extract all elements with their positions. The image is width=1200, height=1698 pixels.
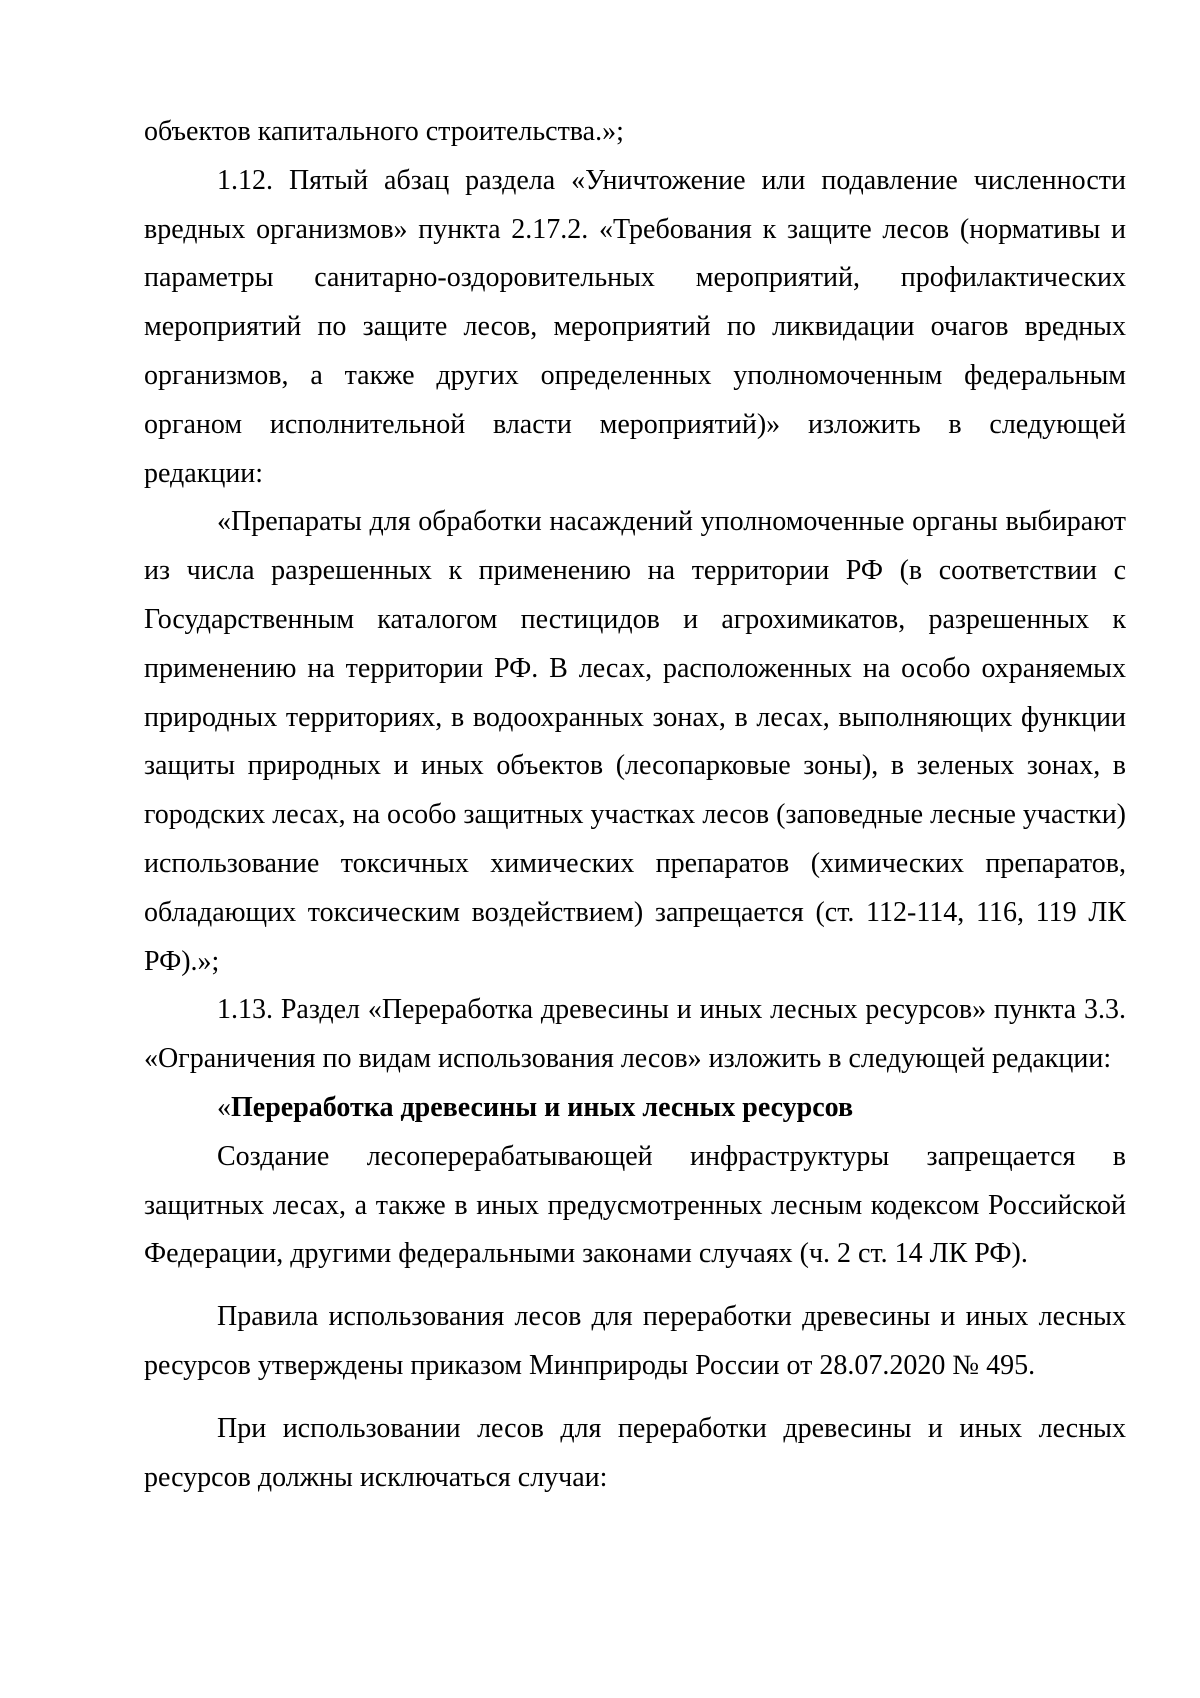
- heading-text: Переработка древесины и иных лесных ресурсов: [231, 1091, 854, 1123]
- paragraph-preparations: «Препараты для обработки насаждений уполномоченные органы выбирают из числа разрешенных к применению на территории РФ (в соответствии с Государственным каталогом пестицидов и агрохимикатов, разрешенных к применению на территории РФ. В лесах, расположенных на особо охраняемых природных территориях, в водоохранных зонах, в лесах, выполняющих функции защиты природных и иных объектов (лесопарковые зоны), в зеленых зонах, в городских лесах, на особо защитных участках лесов (заповедные лесные участки) использование токсичных химических препаратов (химических препаратов, обладающих токсическим воздействием) запрещается (ст. 112-114, 116, 119 ЛК РФ).»;: [144, 506, 1126, 977]
- document-body: [144, 108, 1126, 1502]
- section-heading: [144, 1084, 1126, 1133]
- paragraph-continuation: объектов капитального строительства.»;: [144, 116, 624, 147]
- paragraph-1-13: 1.13. Раздел «Переработка древесины и иных лесных ресурсов» пункта 3.3. «Ограничения по видам использования лесов» изложить в следующей редакции:: [144, 994, 1126, 1075]
- paragraph-rules: Правила использования лесов для переработки древесины и иных лесных ресурсов утверждены приказом Минприроды России от 28.07.2020 № 495.: [144, 1301, 1126, 1381]
- paragraph-1-12: 1.12. Пятый абзац раздела «Уничтожение или подавление численности вредных организмов» пункта 2.17.2. «Требования к защите лесов (нормативы и параметры санитарно-оздоровительных мероприятий, профилактических мероприятий по защите лесов, мероприятий по ликвидации очагов вредных организмов, а также других определенных уполномоченным федеральным органом исполнительной власти мероприятий)» изложить в следующей редакции:: [144, 164, 1126, 489]
- paragraph-creation: Создание лесоперерабатывающей инфраструктуры запрещается в защитных лесах, а также в иных предусмотренных лесным кодексом Российской Федерации, другими федеральными законами случаях (ч. 2 ст. 14 ЛК РФ).: [144, 1140, 1126, 1270]
- paragraph-usage: При использовании лесов для переработки древесины и иных лесных ресурсов должны исключаться случаи:: [144, 1412, 1126, 1493]
- heading-quote: «: [217, 1091, 231, 1123]
